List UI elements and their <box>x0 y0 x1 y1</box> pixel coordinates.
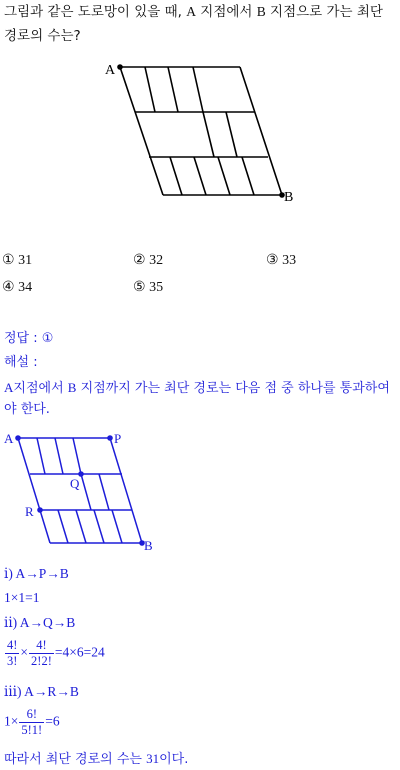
road-network-figure <box>0 50 400 270</box>
conclusion: 따라서 최단 경로의 수는 31이다. <box>4 751 189 767</box>
fraction: $\frac{4!}{3!}$ <box>7 638 18 668</box>
case-2-calc: $\frac{4!}{3!}$ × $\frac{4!}{2!2!}$ =4×6=24 <box>7 638 105 668</box>
question-line-2: 경로의 수는? <box>4 28 81 44</box>
explanation-line-1: A지점에서 B 지점까지 가는 최단 경로는 다음 점 중 하나를 통과하여 <box>4 380 390 396</box>
case-3-calc: 1× $\frac{6!}{5!1!}$ =6 <box>4 707 60 737</box>
point-r-dot <box>37 507 43 513</box>
choice-3[interactable]: ③ 33 <box>266 253 297 268</box>
solution-network-figure <box>0 428 400 558</box>
figure1-label-a: A <box>105 63 116 78</box>
fraction: $\frac{6!}{5!1!}$ <box>21 707 43 737</box>
case-1-label: ⅰ) A→P→B <box>4 566 69 581</box>
case-3-label: ⅲ) A→R→B <box>4 684 79 699</box>
figure2-label-b: B <box>144 538 153 553</box>
answer-label: 정답 : ① <box>4 331 54 346</box>
case-2-label: ⅱ) A→Q→B <box>4 615 76 630</box>
explanation-line-2: 야 한다. <box>4 402 50 417</box>
question-line-1: 그림과 같은 도로망이 있을 때, A 지점에서 B 지점으로 가는 최단 <box>4 4 383 20</box>
case-1-calc: 1×1=1 <box>4 590 40 605</box>
figure2-label-p: P <box>114 431 122 446</box>
point-a-dot <box>15 435 21 441</box>
figure1-label-b: B <box>284 190 294 205</box>
fraction: $\frac{4!}{2!2!}$ <box>31 638 52 668</box>
figure2-label-r: R <box>25 504 34 519</box>
choice-1[interactable]: ① 31 <box>2 253 33 268</box>
explanation-label: 해설 : <box>4 355 38 370</box>
figure2-label-q: Q <box>70 476 80 491</box>
choice-5[interactable]: ⑤ 35 <box>133 280 164 295</box>
choice-4[interactable]: ④ 34 <box>2 280 33 295</box>
point-p-dot <box>107 435 113 441</box>
point-b-label: B <box>256 4 266 19</box>
point-a-dot <box>117 64 123 70</box>
figure2-label-a: A <box>4 431 14 446</box>
point-a-label: A <box>186 4 196 19</box>
choice-2[interactable]: ② 32 <box>133 253 164 268</box>
